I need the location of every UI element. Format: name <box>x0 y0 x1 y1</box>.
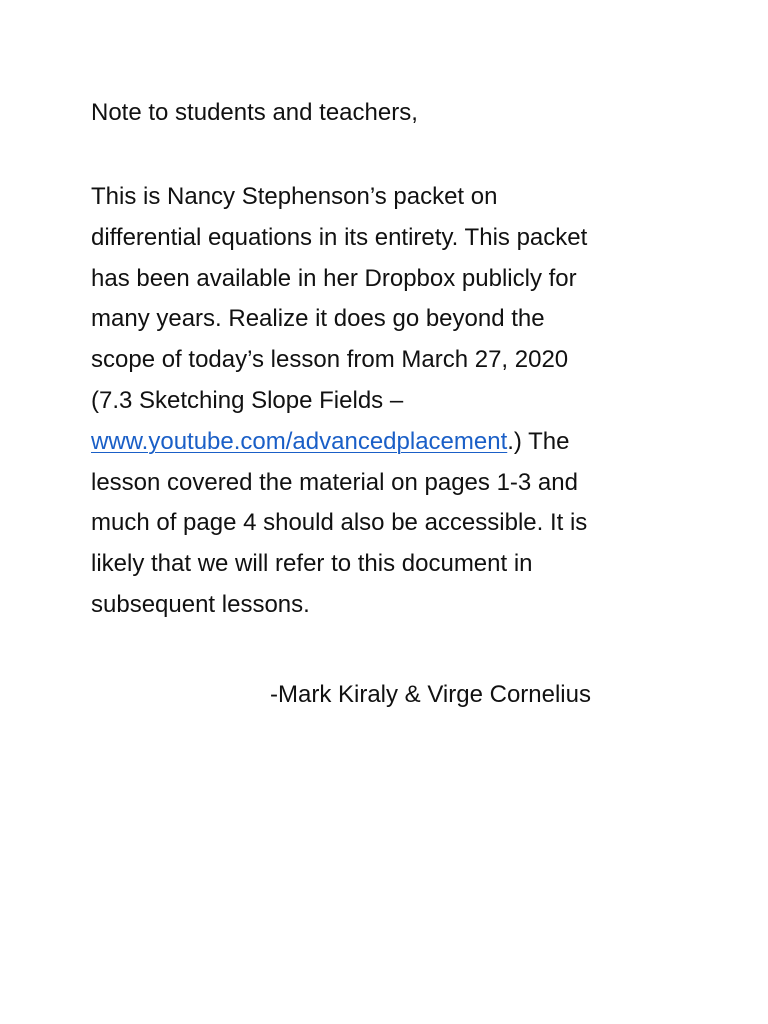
note-signature: -Mark Kiraly & Virge Cornelius <box>270 681 591 708</box>
body-line: scope of today’s lesson from March 27, 2020 <box>91 346 569 374</box>
youtube-link[interactable]: www.youtube.com/advancedplacement <box>91 427 508 455</box>
body-line: This is Nancy Stephenson’s packet on <box>91 183 498 210</box>
body-line: much of page 4 should also be accessible. It is <box>91 509 588 537</box>
body-line: has been available in her Dropbox publicly for <box>91 264 577 292</box>
note-body <box>91 177 587 626</box>
body-line: lesson covered the material on pages 1-3 and <box>91 468 578 496</box>
body-line: subsequent lessons. <box>91 590 310 618</box>
body-line: many years. Realize it does go beyond the <box>91 305 545 333</box>
note-greeting: Note to students and teachers, <box>91 99 418 126</box>
body-line: likely that we will refer to this document in <box>91 550 533 578</box>
body-line: (7.3 Sketching Slope Fields – <box>91 386 404 414</box>
body-line-with-link <box>91 422 587 463</box>
link-trailing-text: .) The <box>507 427 570 455</box>
body-line: differential equations in its entirety. This packet <box>91 223 588 251</box>
